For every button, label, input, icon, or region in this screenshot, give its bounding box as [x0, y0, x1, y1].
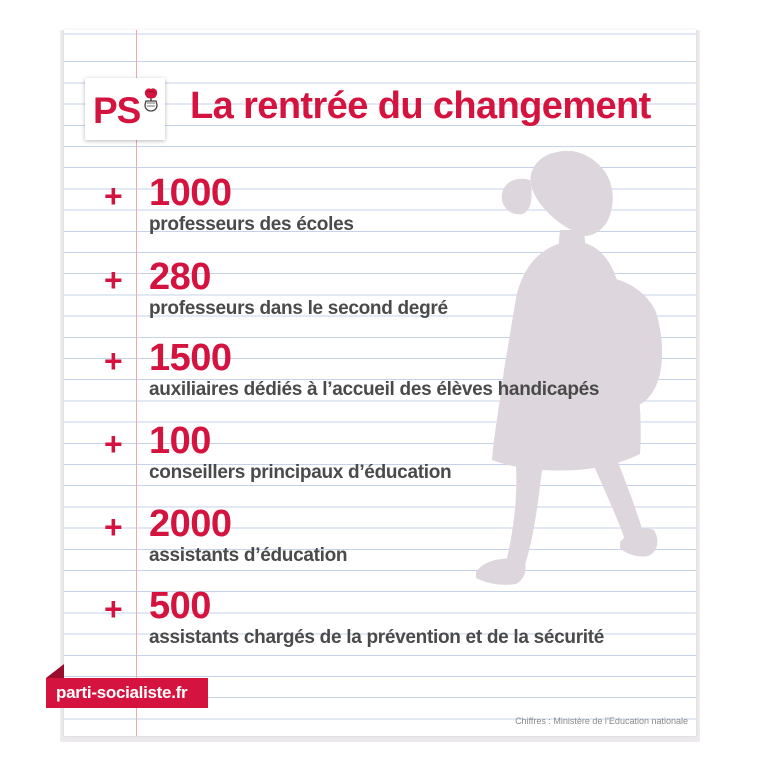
stat-label: professeurs dans le second degré	[149, 298, 448, 319]
plus-sign: +	[104, 509, 123, 545]
stat-number: 2000	[149, 503, 232, 545]
stat-item	[100, 585, 680, 664]
stat-item	[100, 420, 680, 499]
stat-label: assistants d’éducation	[149, 545, 348, 566]
stat-item	[100, 256, 680, 335]
stat-number: 500	[149, 585, 211, 627]
plus-sign: +	[104, 178, 123, 214]
stat-label: professeurs des écoles	[149, 214, 354, 235]
page-title: La rentrée du changement	[190, 85, 651, 127]
stat-item	[100, 172, 680, 251]
plus-sign: +	[104, 343, 123, 379]
stat-label: auxiliaires dédiés à l’accueil des élèves handicapés	[149, 379, 600, 400]
stat-label: assistants chargés de la prévention et de la sécurité	[149, 627, 605, 648]
stat-number: 1000	[149, 172, 232, 214]
website-badge-fold	[46, 664, 64, 678]
stat-label: conseillers principaux d’éducation	[149, 462, 452, 483]
stat-number: 280	[149, 256, 211, 298]
stat-number: 100	[149, 420, 211, 462]
ps-logo	[85, 78, 165, 140]
website-badge[interactable]	[46, 678, 208, 708]
plus-sign: +	[104, 426, 123, 462]
plus-sign: +	[104, 591, 123, 627]
source-credit: Chiffres : Ministère de l’Education nationale	[515, 716, 688, 726]
stat-item	[100, 337, 680, 416]
logo-text: PS	[93, 90, 141, 131]
plus-sign: +	[104, 262, 123, 298]
stat-number: 1500	[149, 337, 232, 379]
stat-item	[100, 503, 680, 582]
website-link[interactable]: parti-socialiste.fr	[56, 683, 188, 702]
rose-fist-icon	[142, 87, 160, 113]
